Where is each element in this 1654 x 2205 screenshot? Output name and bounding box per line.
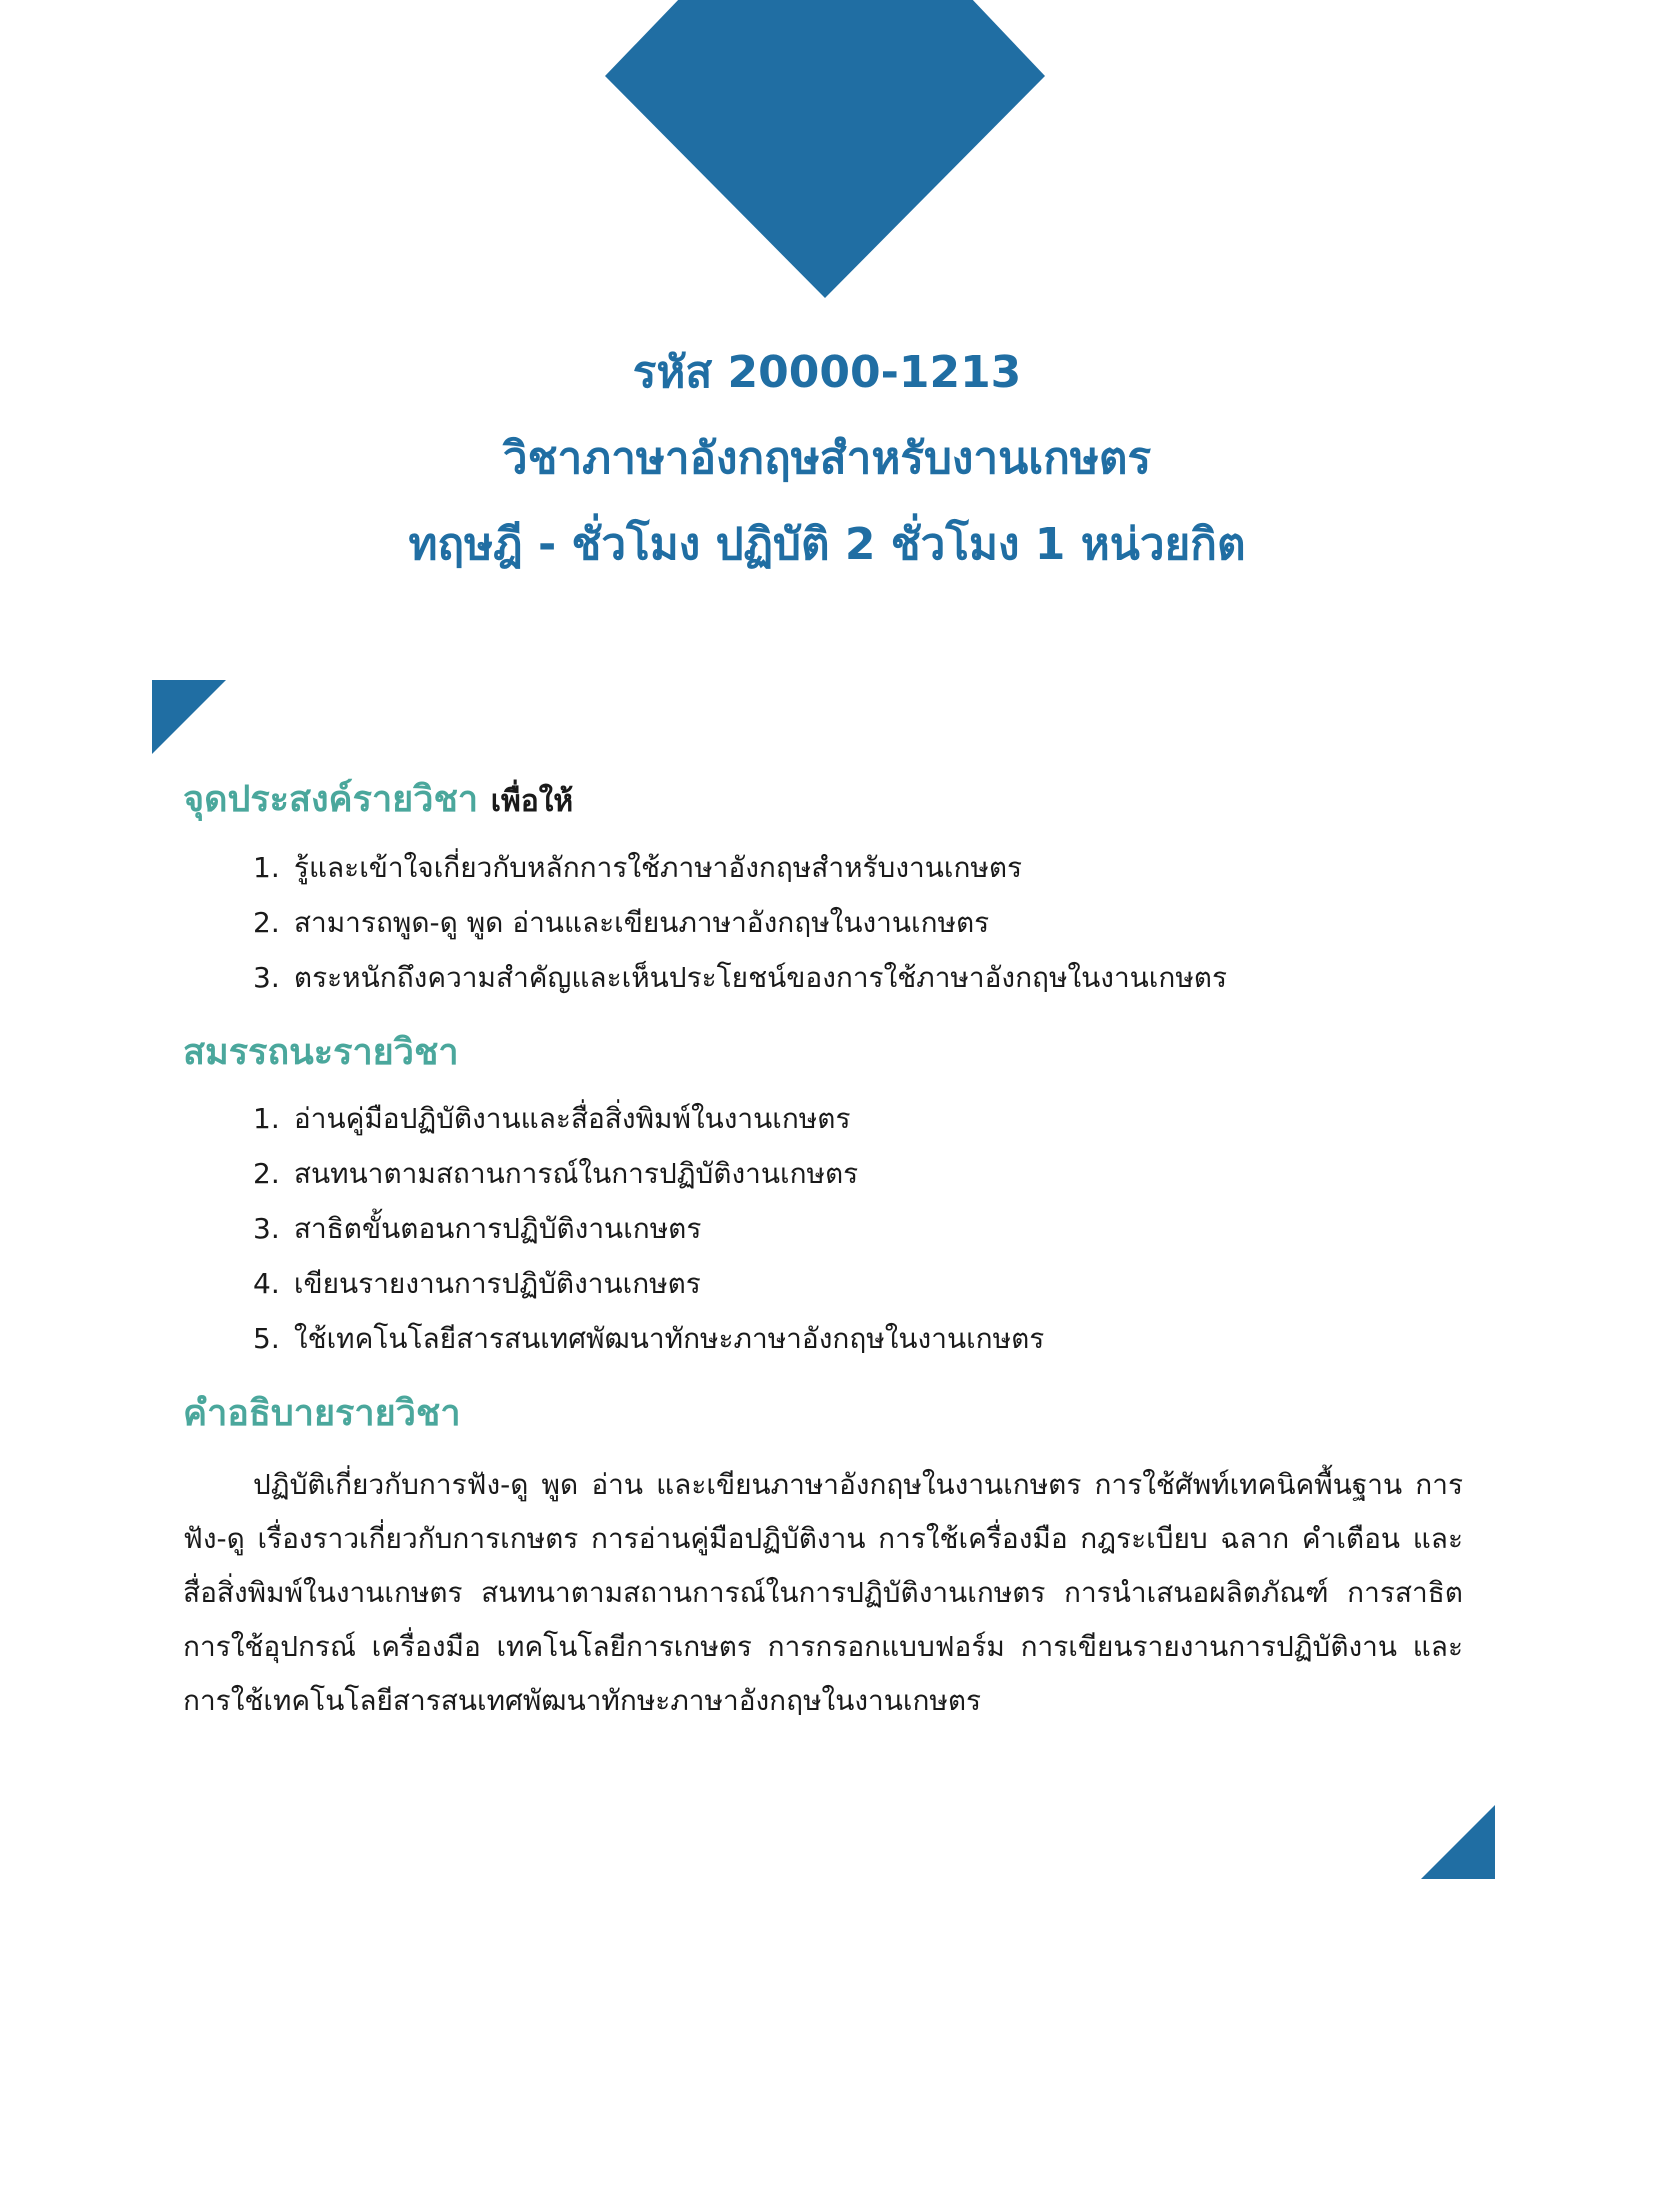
list-item xyxy=(253,1311,1463,1366)
item-number: 1. xyxy=(253,1102,280,1135)
list-item xyxy=(253,1201,1463,1256)
list-item xyxy=(253,1146,1463,1201)
competencies-heading: สมรรถนะรายวิชา xyxy=(183,1032,459,1073)
course-title-block xyxy=(0,330,1654,588)
list-item xyxy=(253,1256,1463,1311)
course-content xyxy=(183,770,1463,1746)
item-number: 3. xyxy=(253,1212,280,1245)
item-number: 1. xyxy=(253,851,280,884)
item-number: 2. xyxy=(253,1157,280,1190)
list-item xyxy=(253,950,1463,1005)
competencies-section xyxy=(183,1023,1463,1366)
item-text: ตระหนักถึงความสำคัญและเห็นประโยชน์ของการใช้ภาษาอังกฤษในงานเกษตร xyxy=(293,961,1228,994)
description-text: ปฏิบัติเกี่ยวกับการฟัง-ดู พูด อ่าน และเขียนภาษาอังกฤษในงานเกษตร การใช้ศัพท์เทคนิคพื้นฐาน การฟัง-ดู เรื่องราวเกี่ยวกับการเกษตร การอ่านคู่มือปฏิบัติงาน การใช้เครื่องมือ กฎระเบียบ ฉลาก คำเตือน และสื่อสิ่งพิมพ์ในงานเกษตร สนทนาตามสถานการณ์ในการปฏิบัติงานเกษตร การนำเสนอผลิตภัณฑ์ การสาธิต การใช้อุปกรณ์ เครื่องมือ เทคโนโลยีการเกษตร การกรอกแบบฟอร์ม การเขียนรายงานการปฏิบัติงาน และการใช้เทคโนโลยีสารสนเทศพัฒนาทักษะภาษาอังกฤษในงานเกษตร xyxy=(183,1468,1463,1717)
course-code: รหัส 20000-1213 xyxy=(632,347,1022,398)
corner-triangle-bottom-right xyxy=(1421,1805,1495,1879)
diamond-decoration xyxy=(605,0,1045,298)
description-heading: คำอธิบายรายวิชา xyxy=(183,1393,461,1434)
item-text: อ่านคู่มือปฏิบัติงานและสื่อสิ่งพิมพ์ในงานเกษตร xyxy=(293,1102,851,1135)
item-text: สาธิตขั้นตอนการปฏิบัติงานเกษตร xyxy=(293,1212,702,1245)
item-text: เขียนรายงานการปฏิบัติงานเกษตร xyxy=(293,1267,701,1300)
course-name: วิชาภาษาอังกฤษสำหรับงานเกษตร xyxy=(502,433,1152,484)
list-item xyxy=(253,895,1463,950)
item-text: ใช้เทคโนโลยีสารสนเทศพัฒนาทักษะภาษาอังกฤษในงานเกษตร xyxy=(293,1322,1045,1355)
objectives-heading xyxy=(183,770,1463,832)
item-text: สนทนาตามสถานการณ์ในการปฏิบัติงานเกษตร xyxy=(293,1157,859,1190)
objectives-heading-label: จุดประสงค์รายวิชา xyxy=(183,779,479,820)
item-number: 5. xyxy=(253,1322,280,1355)
list-item xyxy=(253,840,1463,895)
objectives-section xyxy=(183,770,1463,1005)
description-section xyxy=(183,1384,1463,1728)
item-number: 2. xyxy=(253,906,280,939)
corner-triangle-top-left xyxy=(152,680,226,754)
item-number: 4. xyxy=(253,1267,280,1300)
item-number: 3. xyxy=(253,961,280,994)
item-text: สามารถพูด-ดู พูด อ่านและเขียนภาษาอังกฤษในงานเกษตร xyxy=(293,906,990,939)
objectives-list xyxy=(253,840,1463,1005)
objectives-heading-suffix: เพื่อให้ xyxy=(490,784,574,819)
item-text: รู้และเข้าใจเกี่ยวกับหลักการใช้ภาษาอังกฤษสำหรับงานเกษตร xyxy=(293,851,1023,884)
list-item xyxy=(253,1091,1463,1146)
course-hours: ทฤษฎี - ชั่วโมง ปฏิบัติ 2 ชั่วโมง 1 หน่วยกิต xyxy=(408,519,1246,570)
competencies-list xyxy=(253,1091,1463,1366)
